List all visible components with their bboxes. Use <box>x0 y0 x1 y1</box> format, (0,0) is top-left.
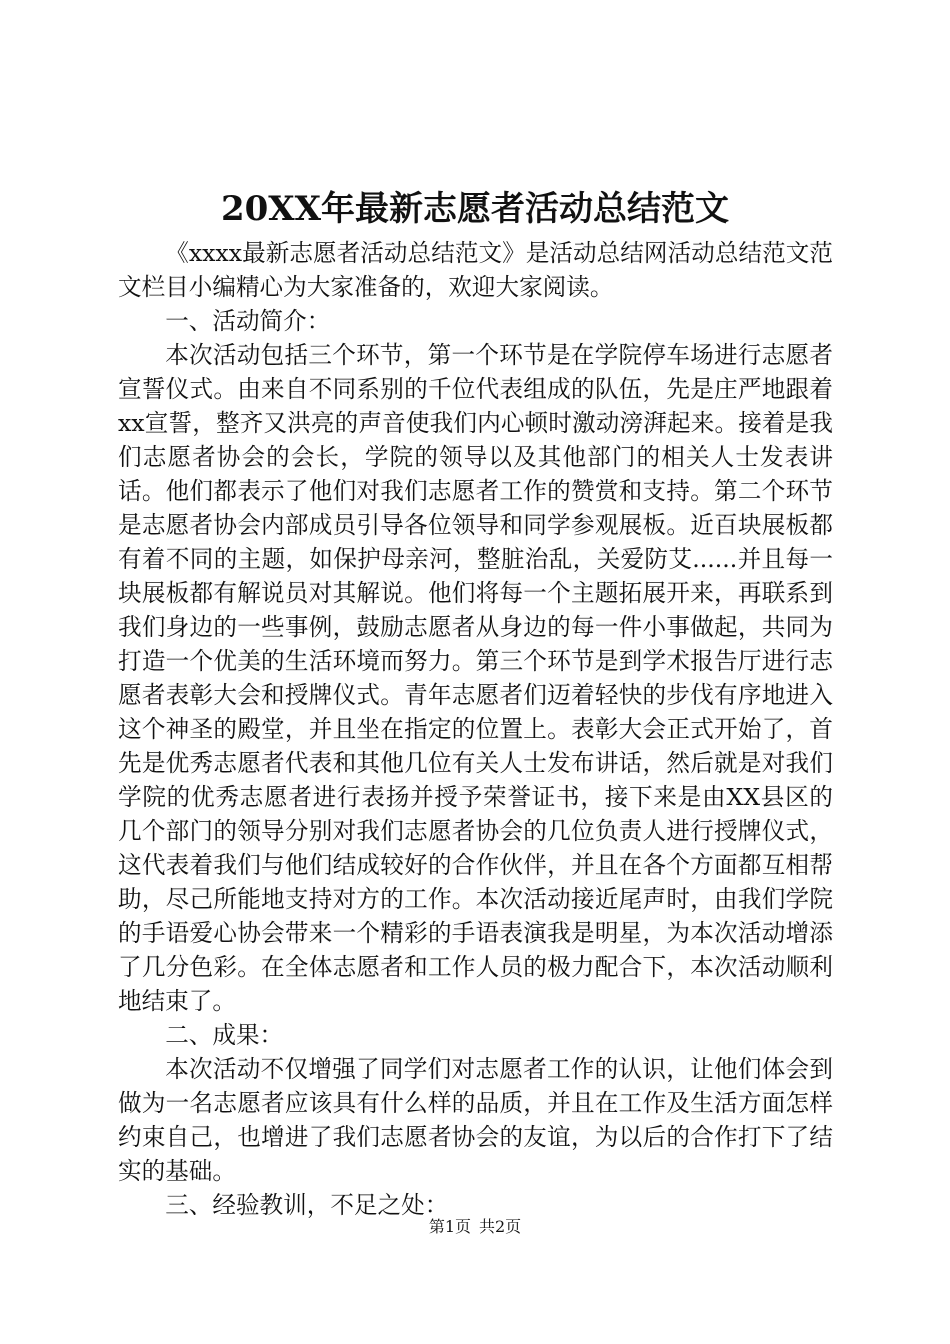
page-footer <box>0 1216 950 1238</box>
section-heading-activity-intro: 一、活动简介： <box>165 307 331 335</box>
page-number-current: 第1页 <box>428 1217 471 1236</box>
section-heading-lessons: 三、经验教训，不足之处： <box>165 1191 449 1219</box>
document-body <box>118 236 833 1222</box>
section-heading-results: 二、成果： <box>165 1021 284 1049</box>
document-title: 20XX年最新志愿者活动总结范文 <box>220 189 730 229</box>
results-paragraph: 本次活动不仅增强了同学们对志愿者工作的认识，让他们体会到做为一名志愿者应该具有什么样的品质，并且在工作及生活方面怎样约束自己，也增进了我们志愿者协会的友谊，为以后的合作打下了结实的基础。 <box>118 1055 833 1185</box>
intro-paragraph: 《xxxx最新志愿者活动总结范文》是活动总结网活动总结范文范文栏目小编精心为大家准备的，欢迎大家阅读。 <box>118 239 833 301</box>
page-number-total: 共2页 <box>479 1217 522 1236</box>
activity-description-paragraph: 本次活动包括三个环节，第一个环节是在学院停车场进行志愿者宣誓仪式。由来自不同系别的千位代表组成的队伍，先是庄严地跟着xx宣誓，整齐又洪亮的声音使我们内心顿时激动滂湃起来。接着是我们志愿者协会的会长，学院的领导以及其他部门的相关人士发表讲话。他们都表示了他们对我们志愿者工作的赞赏和支持。第二个环节是志愿者协会内部成员引导各位领导和同学参观展板。近百块展板都有着不同的主题，如保护母亲河，整脏治乱，关爱防艾......并且每一块展板都有解说员对其解说。他们将每一个主题拓展开来，再联系到我们身边的一些事例，鼓励志愿者从身边的每一件小事做起，共同为打造一个优美的生活环境而努力。第三个环节是到学术报告厅进行志愿者表彰大会和授牌仪式。青年志愿者们迈着轻快的步伐有序地进入这个神圣的殿堂，并且坐在指定的位置上。表彰大会正式开始了，首先是优秀志愿者代表和其他几位有关人士发布讲话，然后就是对我们学院的优秀志愿者进行表扬并授予荣誉证书，接下来是由XX县区的几个部门的领导分别对我们志愿者协会的几位负责人进行授牌仪式，这代表着我们与他们结成较好的合作伙伴，并且在各个方面都互相帮助，尽己所能地支持对方的工作。本次活动接近尾声时，由我们学院的手语爱心协会带来一个精彩的手语表演我是明星，为本次活动增添了几分色彩。在全体志愿者和工作人员的极力配合下，本次活动顺利地结束了。 <box>118 341 833 1015</box>
